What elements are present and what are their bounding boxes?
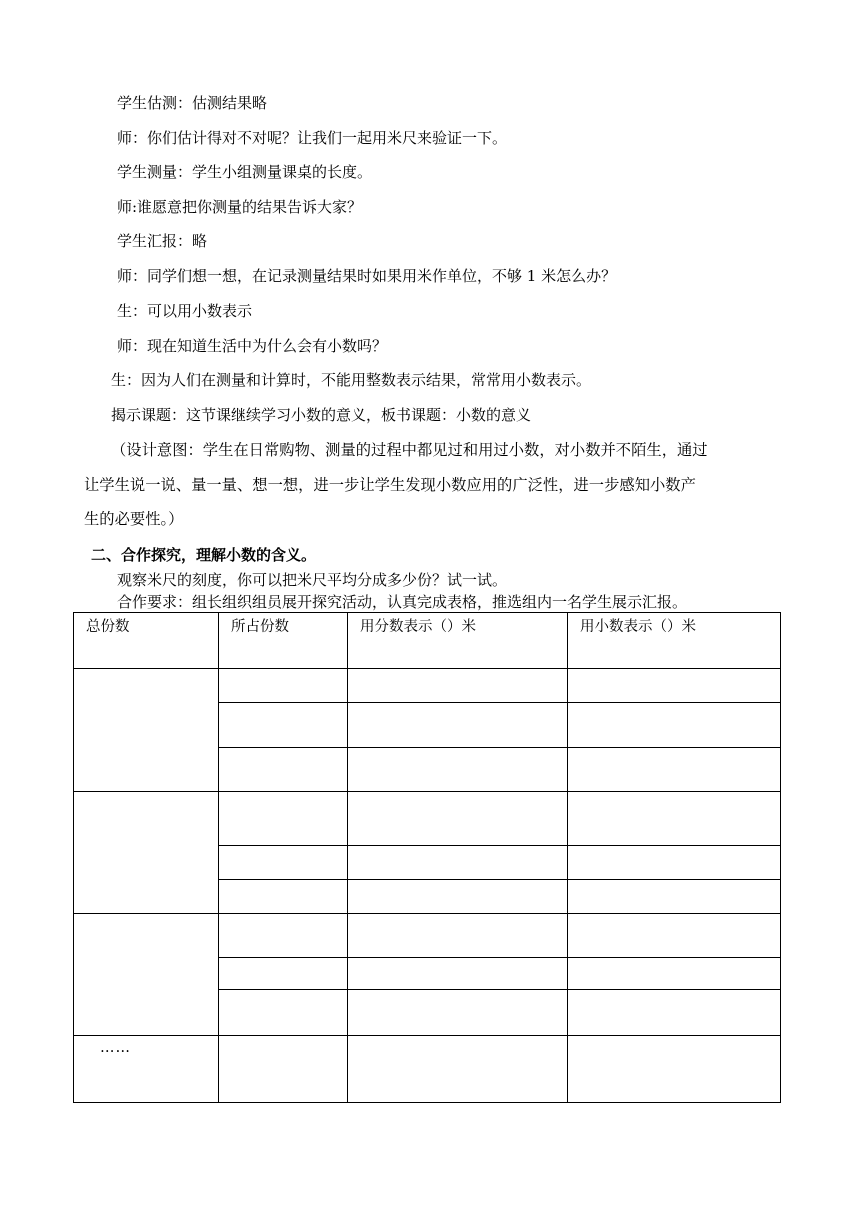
- ellipsis-text: ……: [100, 1040, 131, 1056]
- exploration-table: [73, 612, 781, 1103]
- table-cell: [348, 1036, 568, 1103]
- design-note-line-1: （设计意图：学生在日常购物、测量的过程中都见过和用过小数，对小数并不陌生，通过: [111, 441, 708, 459]
- table-row: [74, 792, 781, 846]
- dialogue-line-8: 师：现在知道生活中为什么会有小数吗？: [117, 337, 388, 355]
- table-cell: [219, 669, 348, 703]
- table-cell: [348, 703, 568, 748]
- dialogue-line-7: 生：可以用小数表示: [117, 302, 253, 320]
- table-cell: [219, 958, 348, 990]
- table-cell: [219, 914, 348, 958]
- dialogue-line-4: 师:谁愿意把你测量的结果告诉大家？: [117, 198, 363, 216]
- table-cell: [219, 703, 348, 748]
- table-cell: [568, 669, 781, 703]
- table-row: [74, 669, 781, 703]
- table-cell: [219, 880, 348, 914]
- header-total-label: 总份数: [86, 619, 130, 635]
- table-cell: [348, 958, 568, 990]
- requirement-line: 合作要求：组长组织组员展开探究活动，认真完成表格，推选组内一名学生展示汇报。: [117, 593, 688, 611]
- dialogue-line-1: 学生估测：估测结果略: [117, 94, 268, 112]
- table-row: [74, 1036, 781, 1103]
- table-cell: [348, 880, 568, 914]
- design-note-line-3: 生的必要性。）: [84, 510, 184, 528]
- table-row: [74, 914, 781, 958]
- dialogue-line-5: 学生汇报：略: [117, 232, 208, 250]
- table-cell: [348, 792, 568, 846]
- table-cell: [219, 792, 348, 846]
- dialogue-line-2: 师：你们估计得对不对呢？让我们一起用米尺来验证一下。: [117, 129, 508, 147]
- header-cell-portion: [219, 613, 348, 669]
- design-note-line-2: 让学生说一说、量一量、想一想，进一步让学生发现小数应用的广泛性，进一步感知小数产: [84, 476, 696, 494]
- table-cell: [568, 1036, 781, 1103]
- table-cell: [568, 748, 781, 792]
- table-cell: [568, 914, 781, 958]
- table-cell: [219, 1036, 348, 1103]
- table-cell: [348, 990, 568, 1036]
- header-cell-fraction: [348, 613, 568, 669]
- table-header-row: [74, 613, 781, 669]
- table-cell: [219, 990, 348, 1036]
- table-cell: [568, 703, 781, 748]
- header-portion-label: 所占份数: [231, 619, 289, 635]
- header-fraction-label: 用分数表示（）米: [360, 619, 476, 635]
- table-cell: [568, 792, 781, 846]
- group-cell-2: [74, 792, 219, 914]
- table-cell: [219, 748, 348, 792]
- table-cell: [348, 846, 568, 880]
- ellipsis-cell: [74, 1036, 219, 1103]
- group-cell-3: [74, 914, 219, 1036]
- dialogue-line-3: 学生测量：学生小组测量课桌的长度。: [117, 163, 373, 181]
- dialogue-line-6: 师：同学们想一想，在记录测量结果时如果用米作单位，不够 1 米怎么办？: [117, 267, 617, 285]
- table-cell: [348, 669, 568, 703]
- header-decimal-label: 用小数表示（）米: [580, 619, 696, 635]
- header-cell-decimal: [568, 613, 781, 669]
- section-heading: 二、合作探究，理解小数的含义。: [91, 546, 317, 564]
- table-cell: [568, 958, 781, 990]
- dialogue-line-9: 生：因为人们在测量和计算时，不能用整数表示结果，常常用小数表示。: [111, 371, 592, 389]
- table-cell: [219, 846, 348, 880]
- dialogue-line-10: 揭示课题：这节课继续学习小数的意义，板书课题：小数的意义: [111, 406, 532, 424]
- instruction-line: 观察米尺的刻度，你可以把米尺平均分成多少份？试一试。: [117, 571, 508, 589]
- group-cell-1: [74, 669, 219, 792]
- table-cell: [348, 914, 568, 958]
- header-cell-total: [74, 613, 219, 669]
- table-cell: [568, 846, 781, 880]
- table-cell: [348, 748, 568, 792]
- table-cell: [568, 880, 781, 914]
- table-cell: [568, 990, 781, 1036]
